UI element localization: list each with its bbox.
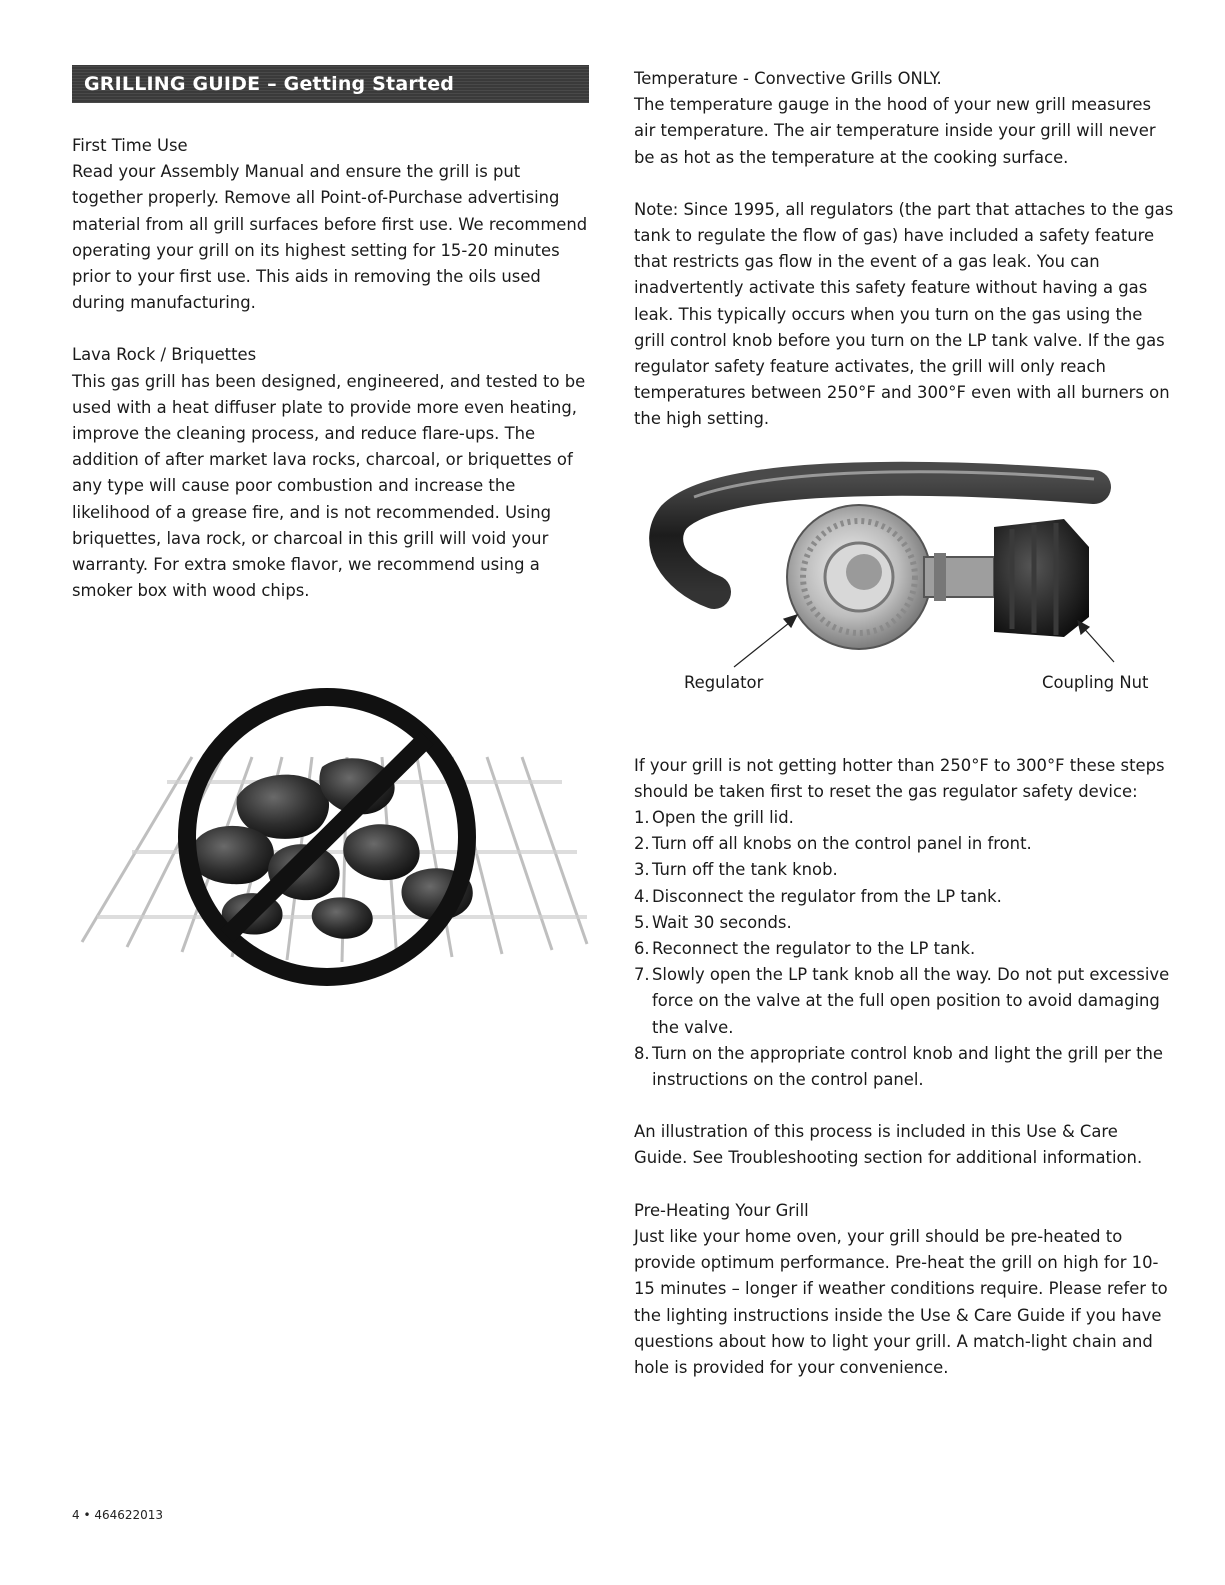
temperature-body: The temperature gauge in the hood of your new grill measures air temperature. The air temperature inside your grill will never be as hot as the temperature at the cooking surface. <box>634 95 1156 167</box>
list-item: 3. Turn off the tank knob. <box>634 860 838 880</box>
section-banner: GRILLING GUIDE – Getting Started <box>72 65 589 103</box>
first-time-use-heading: First Time Use <box>72 136 188 155</box>
no-lava-rock-illustration <box>72 672 592 1010</box>
list-item: 2. Turn off all knobs on the control panel in front. <box>634 834 1032 854</box>
list-item: 1. Open the grill lid. <box>634 808 794 828</box>
temperature-heading: Temperature - Convective Grills ONLY. <box>634 69 942 88</box>
page-footer: 4 • 464622013 <box>72 1508 164 1522</box>
reset-intro: If your grill is not getting hotter than 250°F to 300°F these steps should be taken first to reset the gas regulator safety device: <box>634 755 1165 801</box>
list-item: 8. Turn on the appropriate control knob and light the grill per the instructions on the control panel. <box>634 1043 1164 1090</box>
lava-rock-body: This gas grill has been designed, engineered, and tested to be used with a heat diffuser plate to provide more even heating, improve the cleaning process, and reduce flare-ups. The addition of after market lava rocks, charcoal, or briquettes of any type will cause poor combustion and increase the likelihood of a grease fire, and is not recommended. Using briquettes, lava rock, or charcoal in this grill will void your warranty. For extra smoke flavor, we recommend using a smoker box with wood chips. <box>72 371 586 601</box>
regulator-figure <box>634 457 1174 707</box>
lava-rock-heading: Lava Rock / Briquettes <box>72 345 257 365</box>
regulator-note: Note: Since 1995, all regulators (the part that attaches to the gas tank to regulate the flow of gas) have included a safety feature that restricts gas flow in the event of a gas leak. You can inadvertently activate this safety feature without having a gas leak. This typically occurs when you turn on the gas using the grill control knob before you turn on the LP tank valve. If the gas regulator safety feature activates, the grill will only reach temperatures between 250°F and 300°F even with all burners on the high setting. <box>634 199 1174 429</box>
left-column <box>72 64 592 604</box>
right-column <box>634 66 1174 1381</box>
preheat-heading: Pre-Heating Your Grill <box>634 1200 809 1220</box>
list-item: 7. Slowly open the LP tank knob all the way. Do not put excessive force on the valve at the full open position to avoid damaging the valve. <box>634 965 1170 1037</box>
list-item: 4. Disconnect the regulator from the LP tank. <box>634 886 1002 906</box>
list-item: 6. Reconnect the regulator to the LP tank. <box>634 939 976 959</box>
illustration-note: An illustration of this process is included in this Use & Care Guide. See Troubleshooting section for additional information. <box>634 1122 1143 1168</box>
no-lava-rock-icon <box>72 672 592 1010</box>
first-time-use-body: Read your Assembly Manual and ensure the grill is put together properly. Remove all Point-of-Purchase advertising material from all grill surfaces before first use. We recommend operating your grill on its highest setting for 15-20 minutes prior to your first use. This aids in removing the oils used during manufacturing. <box>72 162 588 313</box>
coupling-nut-label: Coupling Nut <box>1042 672 1149 692</box>
preheat-body: Just like your home oven, your grill should be pre-heated to provide optimum performance. Pre-heat the grill on high for 10-15 minutes – longer if weather conditions require. Please refer to the lighting instructions inside the Use & Care Guide if you have questions about how to light your grill. A match-light chain and hole is provided for your convenience. <box>634 1226 1168 1377</box>
regulator-hose-icon <box>634 457 1174 707</box>
reset-steps-list <box>634 805 1174 1093</box>
list-item: 5. Wait 30 seconds. <box>634 912 792 932</box>
regulator-label: Regulator <box>684 672 764 692</box>
